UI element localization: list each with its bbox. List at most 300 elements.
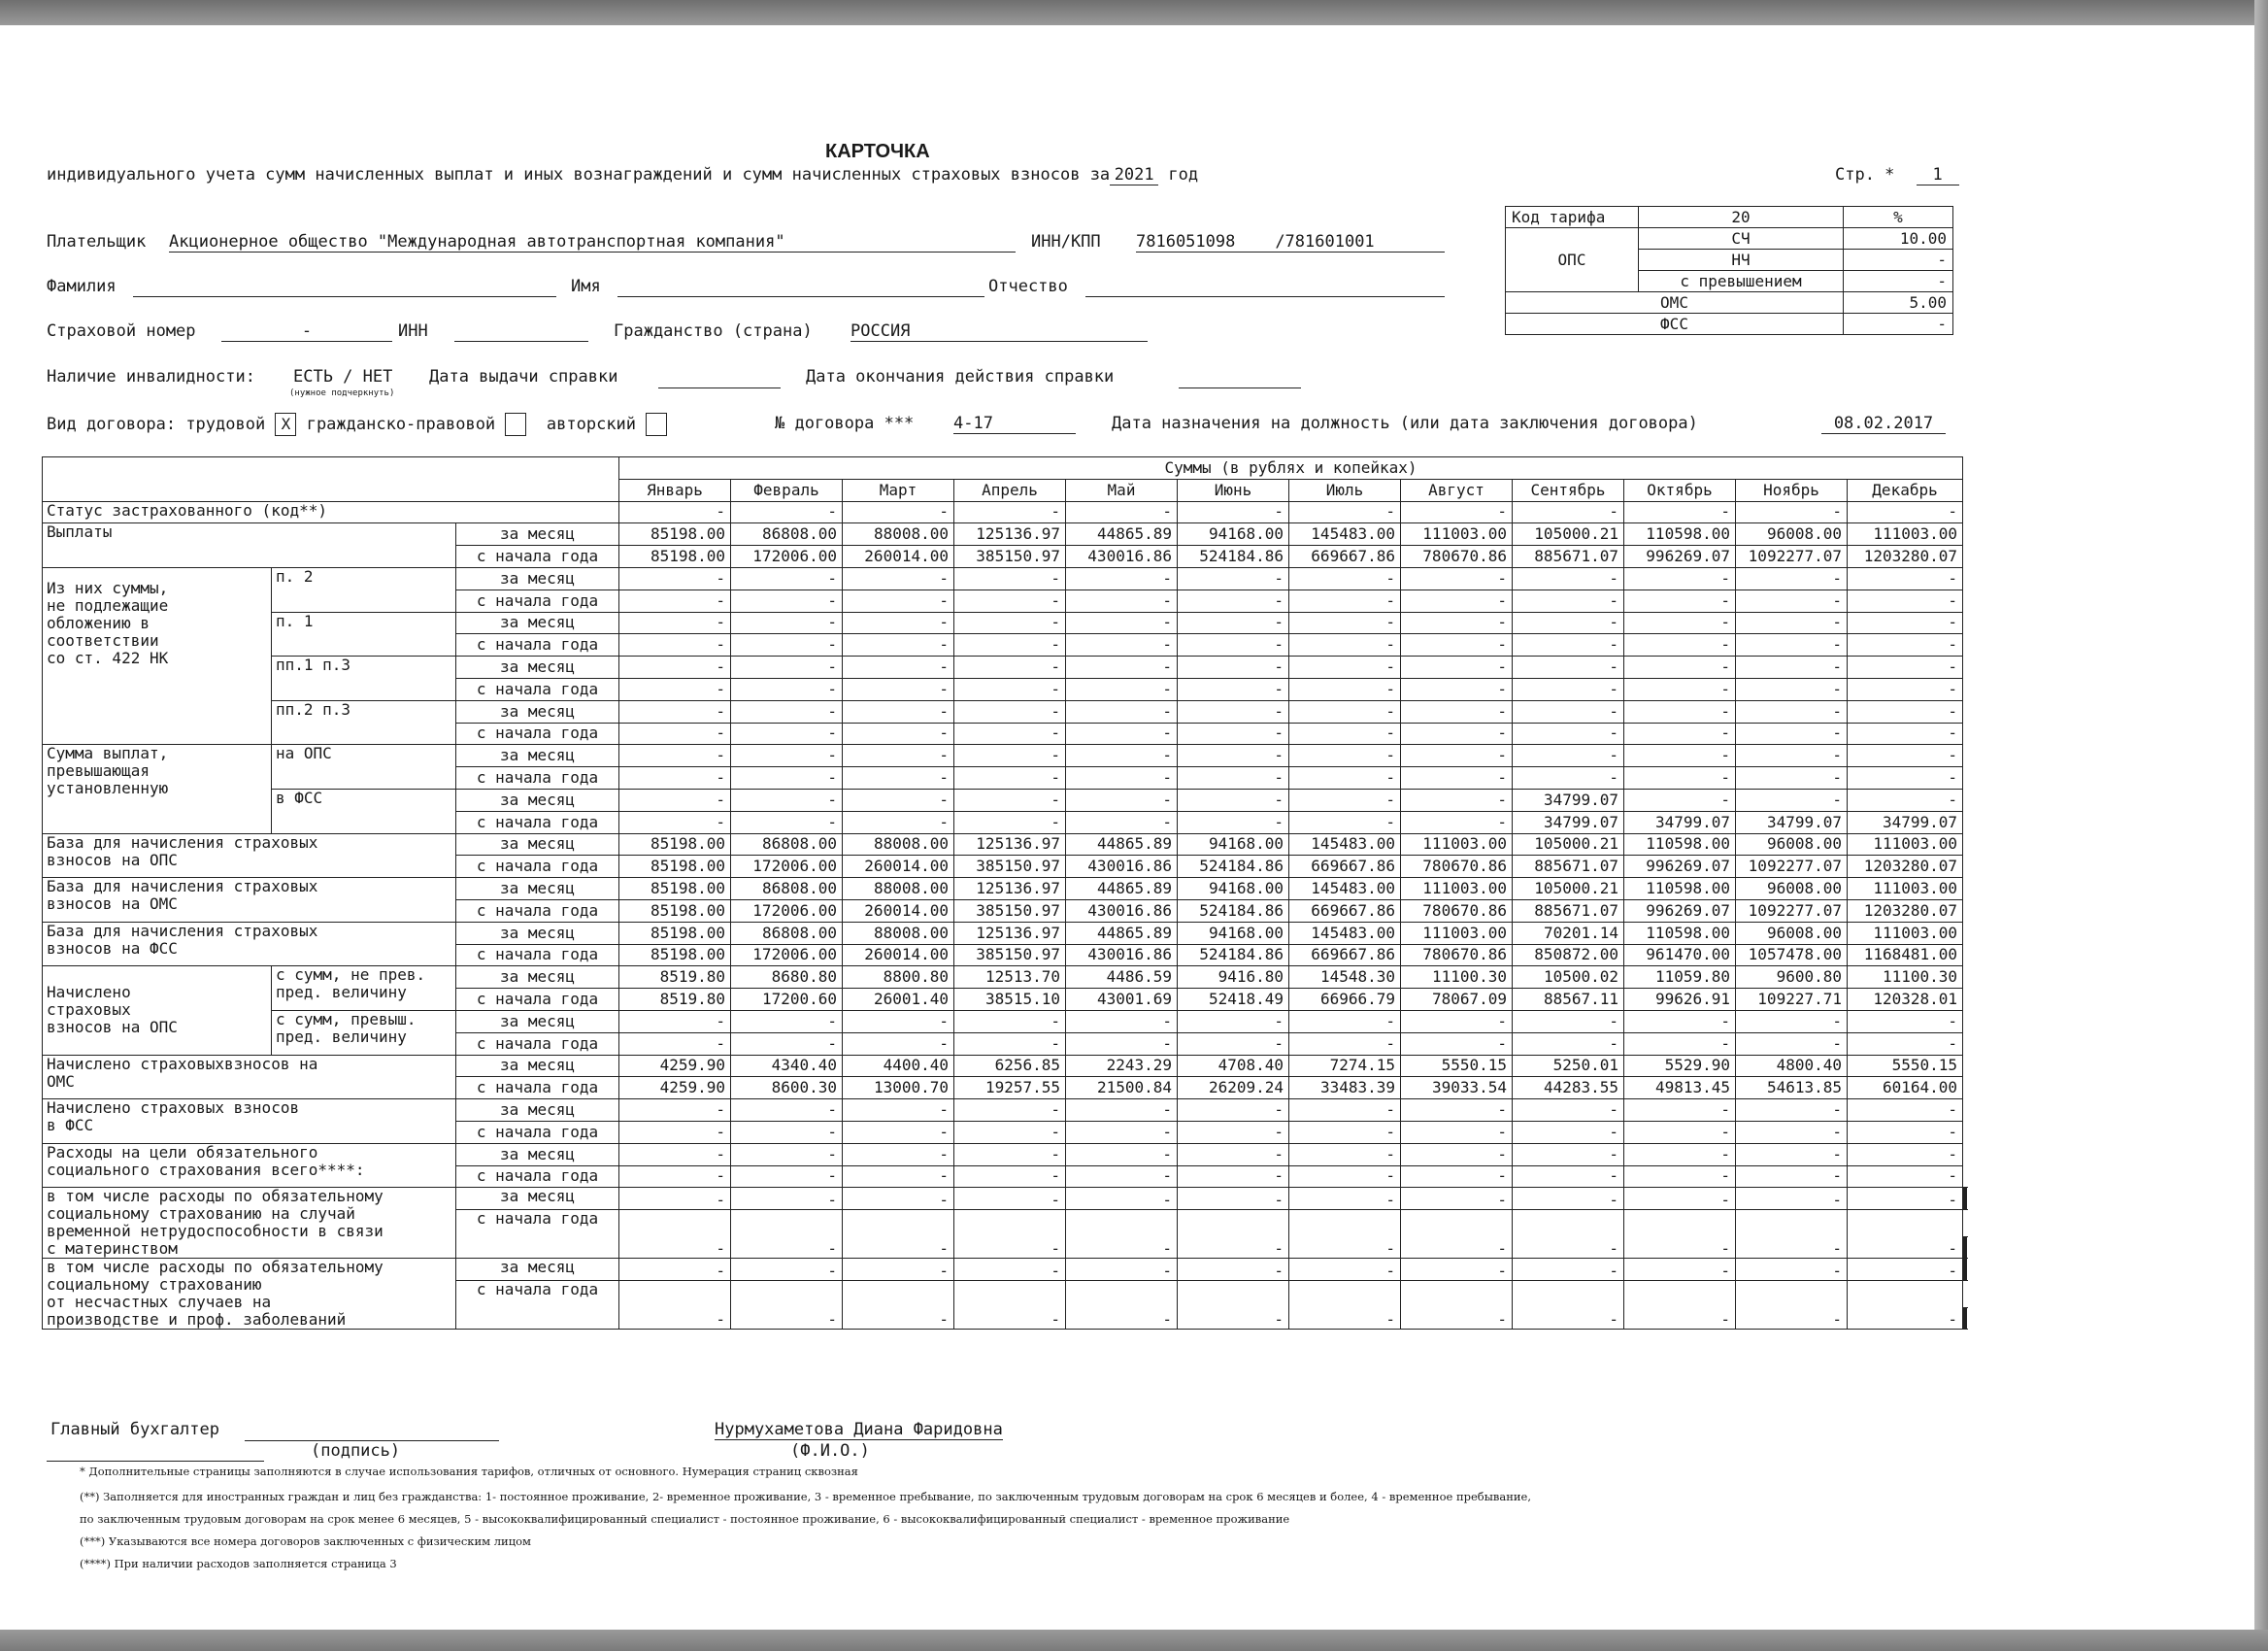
period-label: за месяц bbox=[456, 922, 619, 944]
value-cell: - bbox=[1289, 1010, 1401, 1032]
value-cell: 96008.00 bbox=[1736, 833, 1848, 856]
month-header: Март bbox=[843, 479, 954, 501]
value-cell: 172006.00 bbox=[731, 899, 843, 922]
value-cell: - bbox=[1736, 678, 1848, 700]
value-cell: - bbox=[1066, 745, 1178, 767]
value-cell: - bbox=[1513, 1165, 1624, 1188]
value-cell: - bbox=[1401, 1143, 1513, 1165]
surname-label: Фамилия bbox=[47, 277, 117, 296]
value-cell: 66966.79 bbox=[1289, 989, 1401, 1011]
period-label: за месяц bbox=[456, 1188, 619, 1210]
value-cell: - bbox=[1513, 657, 1624, 679]
value-cell: - bbox=[1624, 501, 1736, 523]
period-label: с начала года bbox=[456, 678, 619, 700]
value-cell: - bbox=[1624, 657, 1736, 679]
value-cell: 111003.00 bbox=[1401, 878, 1513, 900]
period-label: за месяц bbox=[456, 612, 619, 634]
tariff-ops: ОПС bbox=[1506, 228, 1639, 292]
value-cell: - bbox=[954, 1165, 1066, 1188]
inn-kpp-value bbox=[1136, 232, 1445, 253]
scan-border-bottom bbox=[0, 1630, 2268, 1651]
value-cell: - bbox=[1066, 1165, 1178, 1188]
cert-end-field[interactable] bbox=[1179, 387, 1301, 388]
excess-ops-label: на ОПС bbox=[272, 745, 456, 790]
tariff-sch-label: СЧ bbox=[1639, 228, 1844, 250]
value-cell: - bbox=[1178, 700, 1289, 723]
value-cell: - bbox=[1401, 1010, 1513, 1032]
tariff-oms-label: ОМС bbox=[1506, 292, 1844, 314]
accrued-ops-label: Начислено страховых взносов на ОПС bbox=[43, 966, 272, 1055]
period-label: с начала года bbox=[456, 723, 619, 745]
insurance-number-label: Страховой номер bbox=[47, 321, 196, 341]
value-cell: 885671.07 bbox=[1513, 856, 1624, 878]
value-cell: - bbox=[1736, 1210, 1848, 1259]
value-cell: 120328.01 bbox=[1848, 989, 1963, 1011]
value-cell: 34799.07 bbox=[1513, 789, 1624, 811]
value-cell: - bbox=[954, 657, 1066, 679]
value-cell: 88008.00 bbox=[843, 833, 954, 856]
insurance-number-field[interactable]: - bbox=[221, 321, 392, 342]
period-label: с начала года bbox=[456, 634, 619, 657]
value-cell: 996269.07 bbox=[1624, 899, 1736, 922]
tariff-oms-value: 5.00 bbox=[1844, 292, 1953, 314]
value-cell: - bbox=[1178, 1010, 1289, 1032]
value-cell: - bbox=[731, 1210, 843, 1259]
value-cell: 9416.80 bbox=[1178, 966, 1289, 989]
labor-checkbox[interactable]: X bbox=[275, 413, 296, 436]
value-cell: - bbox=[954, 590, 1066, 612]
disability-label: Наличие инвалидности: bbox=[47, 367, 255, 387]
value-cell: 11100.30 bbox=[1848, 966, 1963, 989]
value-cell: 85198.00 bbox=[619, 833, 731, 856]
disability-hint: (нужное подчеркнуть) bbox=[289, 388, 395, 398]
tariff-excess-label: с превышением bbox=[1639, 271, 1844, 292]
month-header: Февраль bbox=[731, 479, 843, 501]
value-cell: - bbox=[731, 1165, 843, 1188]
value-cell: - bbox=[843, 1188, 954, 1210]
value-cell: - bbox=[1178, 723, 1289, 745]
value-cell: 885671.07 bbox=[1513, 546, 1624, 568]
value-cell: - bbox=[731, 501, 843, 523]
value-cell: - bbox=[1624, 700, 1736, 723]
value-cell: - bbox=[1401, 1210, 1513, 1259]
value-cell: - bbox=[1401, 745, 1513, 767]
value-cell: - bbox=[619, 634, 731, 657]
value-cell: 125136.97 bbox=[954, 833, 1066, 856]
value-cell: 4486.59 bbox=[1066, 966, 1178, 989]
value-cell: 88567.11 bbox=[1513, 989, 1624, 1011]
tariff-nch-label: НЧ bbox=[1639, 250, 1844, 271]
author-checkbox[interactable] bbox=[646, 413, 667, 436]
value-cell: - bbox=[1736, 501, 1848, 523]
value-cell: - bbox=[1178, 767, 1289, 790]
value-cell: 85198.00 bbox=[619, 546, 731, 568]
period-label: с начала года bbox=[456, 1077, 619, 1099]
contract-number-label: № договора *** bbox=[775, 414, 915, 433]
value-cell: - bbox=[843, 745, 954, 767]
table-row bbox=[43, 1010, 1967, 1032]
value-cell: - bbox=[1848, 1281, 1963, 1330]
value-cell: - bbox=[1736, 590, 1848, 612]
tariff-nch-value: - bbox=[1844, 250, 1953, 271]
value-cell: 1057478.00 bbox=[1736, 944, 1848, 966]
value-cell: - bbox=[731, 1121, 843, 1143]
person-inn-field[interactable] bbox=[454, 341, 588, 342]
value-cell: 669667.86 bbox=[1289, 944, 1401, 966]
value-cell: 44865.89 bbox=[1066, 922, 1178, 944]
value-cell: - bbox=[1401, 1121, 1513, 1143]
value-cell: - bbox=[1624, 634, 1736, 657]
tariff-table bbox=[1505, 206, 1953, 335]
value-cell: - bbox=[1289, 745, 1401, 767]
value-cell: 17200.60 bbox=[731, 989, 843, 1011]
exempt-pp2-label: пп.2 п.3 bbox=[272, 700, 456, 745]
value-cell: - bbox=[1736, 1121, 1848, 1143]
value-cell: - bbox=[1513, 567, 1624, 590]
value-cell: - bbox=[1736, 1188, 1848, 1210]
period-label: с начала года bbox=[456, 767, 619, 790]
value-cell: 5550.15 bbox=[1848, 1055, 1963, 1077]
value-cell: - bbox=[954, 634, 1066, 657]
value-cell: - bbox=[1289, 723, 1401, 745]
value-cell: - bbox=[843, 1143, 954, 1165]
value-cell: 4259.90 bbox=[619, 1077, 731, 1099]
value-cell: - bbox=[1513, 1010, 1624, 1032]
value-cell: - bbox=[731, 1099, 843, 1122]
value-cell: - bbox=[843, 678, 954, 700]
value-cell: 385150.97 bbox=[954, 899, 1066, 922]
value-cell: 85198.00 bbox=[619, 899, 731, 922]
accrued-ops-below-label: с сумм, не прев. пред. величину bbox=[272, 966, 456, 1011]
table-row bbox=[43, 1143, 1967, 1165]
value-cell: - bbox=[1401, 811, 1513, 833]
value-cell: 111003.00 bbox=[1848, 833, 1963, 856]
value-cell: - bbox=[1066, 811, 1178, 833]
value-cell: - bbox=[731, 789, 843, 811]
payer-name: Акционерное общество "Международная автотранспортная компания" bbox=[169, 232, 1016, 253]
value-cell: 39033.54 bbox=[1401, 1077, 1513, 1099]
tariff-code-label: Код тарифа bbox=[1506, 207, 1639, 228]
value-cell: 5550.15 bbox=[1401, 1055, 1513, 1077]
value-cell: 21500.84 bbox=[1066, 1077, 1178, 1099]
value-cell: - bbox=[843, 1121, 954, 1143]
month-header: Апрель bbox=[954, 479, 1066, 501]
value-cell: - bbox=[1513, 612, 1624, 634]
value-cell: - bbox=[1401, 700, 1513, 723]
value-cell: - bbox=[1066, 678, 1178, 700]
value-cell: - bbox=[1624, 1099, 1736, 1122]
value-cell: 145483.00 bbox=[1289, 878, 1401, 900]
value-cell: 260014.00 bbox=[843, 944, 954, 966]
appointment-date-value[interactable]: 08.02.2017 bbox=[1821, 414, 1946, 434]
page-label: Стр. * bbox=[1835, 165, 1895, 185]
value-cell: 86808.00 bbox=[731, 922, 843, 944]
tariff-excess-value: - bbox=[1844, 271, 1953, 292]
value-cell: - bbox=[1289, 1259, 1401, 1281]
value-cell: 8680.80 bbox=[731, 966, 843, 989]
value-cell: - bbox=[619, 1099, 731, 1122]
table-row bbox=[43, 833, 1967, 856]
value-cell: 385150.97 bbox=[954, 546, 1066, 568]
value-cell: 385150.97 bbox=[954, 944, 1066, 966]
first-name-field[interactable] bbox=[617, 296, 984, 297]
value-cell: 4400.40 bbox=[843, 1055, 954, 1077]
value-cell: - bbox=[1736, 789, 1848, 811]
value-cell: - bbox=[619, 723, 731, 745]
value-cell: - bbox=[619, 567, 731, 590]
value-cell: - bbox=[1066, 789, 1178, 811]
value-cell: - bbox=[619, 811, 731, 833]
value-cell: - bbox=[619, 612, 731, 634]
value-cell: 105000.21 bbox=[1513, 833, 1624, 856]
value-cell: - bbox=[1289, 1099, 1401, 1122]
value-cell: 85198.00 bbox=[619, 523, 731, 546]
value-cell: - bbox=[1066, 1259, 1178, 1281]
value-cell: - bbox=[1624, 1010, 1736, 1032]
value-cell: - bbox=[1848, 1099, 1963, 1122]
contract-type-row bbox=[47, 413, 667, 436]
value-cell: - bbox=[1066, 657, 1178, 679]
value-cell: - bbox=[954, 1281, 1066, 1330]
period-label: с начала года bbox=[456, 1281, 619, 1330]
value-cell: - bbox=[1178, 612, 1289, 634]
value-cell: - bbox=[1848, 1210, 1963, 1259]
value-cell: - bbox=[731, 590, 843, 612]
accrued-oms-label: Начислено страховыхвзносов на ОМС bbox=[43, 1055, 456, 1099]
citizenship-label: Гражданство (страна) bbox=[614, 321, 813, 341]
value-cell: 34799.07 bbox=[1736, 811, 1848, 833]
value-cell: 1092277.07 bbox=[1736, 546, 1848, 568]
value-cell: 996269.07 bbox=[1624, 546, 1736, 568]
value-cell: - bbox=[619, 1210, 731, 1259]
subtitle-text: индивидуального учета сумм начисленных выплат и иных вознаграждений и сумм начисленных страховых взносов bbox=[47, 165, 1081, 185]
value-cell: - bbox=[1513, 501, 1624, 523]
patronymic-field[interactable] bbox=[1085, 296, 1445, 297]
month-header: Октябрь bbox=[1624, 479, 1736, 501]
patronymic-label: Отчество bbox=[988, 277, 1068, 296]
fio-caption: (Ф.И.О.) bbox=[790, 1441, 870, 1461]
table-row bbox=[43, 878, 1967, 900]
value-cell: - bbox=[1178, 1188, 1289, 1210]
value-cell: 669667.86 bbox=[1289, 856, 1401, 878]
value-cell: 49813.45 bbox=[1624, 1077, 1736, 1099]
scan-border-right bbox=[2254, 0, 2268, 1651]
value-cell: - bbox=[1066, 1010, 1178, 1032]
sums-header: Суммы (в рублях и копейках) bbox=[619, 457, 1963, 480]
value-cell: - bbox=[1848, 634, 1963, 657]
value-cell: 524184.86 bbox=[1178, 856, 1289, 878]
table-row bbox=[43, 523, 1967, 546]
value-cell: - bbox=[1848, 1032, 1963, 1055]
cert-issue-label: Дата выдачи справки bbox=[429, 367, 618, 387]
period-label: с начала года bbox=[456, 1121, 619, 1143]
period-label: за месяц bbox=[456, 1259, 619, 1281]
value-cell: - bbox=[1289, 501, 1401, 523]
table-row bbox=[43, 745, 1967, 767]
value-cell: 260014.00 bbox=[843, 899, 954, 922]
value-cell: 524184.86 bbox=[1178, 546, 1289, 568]
table-row bbox=[43, 1055, 1967, 1077]
value-cell: - bbox=[954, 789, 1066, 811]
value-cell: - bbox=[619, 1259, 731, 1281]
value-cell: 12513.70 bbox=[954, 966, 1066, 989]
value-cell: 111003.00 bbox=[1401, 922, 1513, 944]
value-cell: - bbox=[954, 567, 1066, 590]
value-cell: - bbox=[1513, 723, 1624, 745]
value-cell: - bbox=[1848, 657, 1963, 679]
period-label: за месяц bbox=[456, 1055, 619, 1077]
value-cell: 1203280.07 bbox=[1848, 899, 1963, 922]
base-ops-label: База для начисления страховых взносов на ОПС bbox=[43, 833, 456, 878]
footnote-5: (****) При наличии расходов заполняется страница 3 bbox=[80, 1557, 397, 1570]
value-cell: - bbox=[1178, 501, 1289, 523]
period-label: за месяц bbox=[456, 1143, 619, 1165]
value-cell: - bbox=[843, 590, 954, 612]
value-cell: - bbox=[619, 1010, 731, 1032]
author-label: авторский bbox=[546, 415, 637, 434]
value-cell: - bbox=[1624, 789, 1736, 811]
period-label: за месяц bbox=[456, 700, 619, 723]
value-cell: - bbox=[1401, 1032, 1513, 1055]
value-cell: 172006.00 bbox=[731, 856, 843, 878]
value-cell: - bbox=[1401, 789, 1513, 811]
value-cell: - bbox=[731, 745, 843, 767]
period-label: за месяц bbox=[456, 966, 619, 989]
value-cell: - bbox=[1848, 612, 1963, 634]
value-cell: - bbox=[1848, 723, 1963, 745]
value-cell: - bbox=[1178, 1121, 1289, 1143]
value-cell: - bbox=[1289, 1032, 1401, 1055]
value-cell: - bbox=[1178, 1099, 1289, 1122]
value-cell: 125136.97 bbox=[954, 523, 1066, 546]
value-cell: 94168.00 bbox=[1178, 833, 1289, 856]
tariff-percent: % bbox=[1844, 207, 1953, 228]
value-cell: 430016.86 bbox=[1066, 546, 1178, 568]
value-cell: 4340.40 bbox=[731, 1055, 843, 1077]
value-cell: - bbox=[954, 612, 1066, 634]
value-cell: 111003.00 bbox=[1848, 878, 1963, 900]
value-cell: - bbox=[843, 811, 954, 833]
value-cell: - bbox=[1066, 700, 1178, 723]
value-cell: 9600.80 bbox=[1736, 966, 1848, 989]
cert-issue-field[interactable] bbox=[658, 387, 781, 388]
value-cell: - bbox=[1624, 1121, 1736, 1143]
accountant-name: Нурмухаметова Диана Фаридовна bbox=[715, 1420, 1003, 1439]
month-header: Январь bbox=[619, 479, 731, 501]
value-cell: 105000.21 bbox=[1513, 878, 1624, 900]
value-cell: - bbox=[731, 1281, 843, 1330]
value-cell: - bbox=[1848, 501, 1963, 523]
value-cell: - bbox=[1736, 723, 1848, 745]
value-cell: 111003.00 bbox=[1848, 922, 1963, 944]
signature-caption: (подпись) bbox=[311, 1441, 401, 1461]
value-cell: 38515.10 bbox=[954, 989, 1066, 1011]
citizenship-value[interactable]: РОССИЯ bbox=[850, 321, 1148, 342]
card-subtitle bbox=[47, 165, 1198, 185]
contract-number-value[interactable]: 4-17 bbox=[953, 414, 1076, 434]
scan-border-top bbox=[0, 0, 2268, 25]
value-cell: - bbox=[1289, 811, 1401, 833]
period-label: с начала года bbox=[456, 899, 619, 922]
period-label: за месяц bbox=[456, 878, 619, 900]
value-cell: - bbox=[1178, 1143, 1289, 1165]
value-cell: - bbox=[1848, 767, 1963, 790]
value-cell: - bbox=[619, 1165, 731, 1188]
value-cell: - bbox=[1401, 767, 1513, 790]
value-cell: - bbox=[1289, 1121, 1401, 1143]
value-cell: - bbox=[1513, 745, 1624, 767]
value-cell: - bbox=[1624, 1259, 1736, 1281]
value-cell: - bbox=[731, 811, 843, 833]
month-header: Сентябрь bbox=[1513, 479, 1624, 501]
value-cell: - bbox=[1736, 1010, 1848, 1032]
value-cell: - bbox=[1289, 789, 1401, 811]
civil-checkbox[interactable] bbox=[505, 413, 526, 436]
value-cell: - bbox=[1401, 1165, 1513, 1188]
period-label: за месяц bbox=[456, 1010, 619, 1032]
value-cell: - bbox=[731, 723, 843, 745]
value-cell: - bbox=[1736, 1032, 1848, 1055]
value-cell: 96008.00 bbox=[1736, 878, 1848, 900]
period-label: с начала года bbox=[456, 989, 619, 1011]
value-cell: - bbox=[1178, 811, 1289, 833]
value-cell: - bbox=[1178, 590, 1289, 612]
value-cell: - bbox=[843, 1281, 954, 1330]
value-cell: 430016.86 bbox=[1066, 899, 1178, 922]
value-cell: - bbox=[954, 767, 1066, 790]
value-cell: - bbox=[1289, 634, 1401, 657]
value-cell: - bbox=[1736, 1259, 1848, 1281]
value-cell: - bbox=[1848, 1165, 1963, 1188]
card-title: КАРТОЧКА bbox=[825, 141, 930, 162]
inn-kpp-label: ИНН/КПП bbox=[1031, 232, 1101, 252]
surname-field[interactable] bbox=[133, 296, 556, 297]
value-cell: 26001.40 bbox=[843, 989, 954, 1011]
value-cell: 111003.00 bbox=[1401, 833, 1513, 856]
value-cell: - bbox=[1736, 612, 1848, 634]
value-cell: 94168.00 bbox=[1178, 523, 1289, 546]
contract-type-label: Вид договора: bbox=[47, 415, 177, 434]
value-cell: - bbox=[1066, 767, 1178, 790]
value-cell: 1092277.07 bbox=[1736, 899, 1848, 922]
value-cell: 2243.29 bbox=[1066, 1055, 1178, 1077]
value-cell: 8519.80 bbox=[619, 989, 731, 1011]
value-cell: - bbox=[619, 789, 731, 811]
value-cell: 8800.80 bbox=[843, 966, 954, 989]
value-cell: - bbox=[1624, 590, 1736, 612]
value-cell: 850872.00 bbox=[1513, 944, 1624, 966]
tariff-code-value: 20 bbox=[1639, 207, 1844, 228]
value-cell: 110598.00 bbox=[1624, 833, 1736, 856]
value-cell: 385150.97 bbox=[954, 856, 1066, 878]
period-label: с начала года bbox=[456, 1032, 619, 1055]
value-cell: 260014.00 bbox=[843, 856, 954, 878]
value-cell: - bbox=[619, 501, 731, 523]
civil-label: гражданско-правовой bbox=[306, 415, 496, 434]
value-cell: 11100.30 bbox=[1401, 966, 1513, 989]
value-cell: - bbox=[1848, 1259, 1963, 1281]
value-cell: - bbox=[1066, 1143, 1178, 1165]
value-cell: 94168.00 bbox=[1178, 922, 1289, 944]
value-cell: 172006.00 bbox=[731, 944, 843, 966]
value-cell: 99626.91 bbox=[1624, 989, 1736, 1011]
value-cell: 8600.30 bbox=[731, 1077, 843, 1099]
value-cell: - bbox=[1289, 700, 1401, 723]
exempt-p2-label: п. 2 bbox=[272, 567, 456, 612]
value-cell: - bbox=[1848, 1143, 1963, 1165]
month-header: Декабрь bbox=[1848, 479, 1963, 501]
value-cell: 94168.00 bbox=[1178, 878, 1289, 900]
